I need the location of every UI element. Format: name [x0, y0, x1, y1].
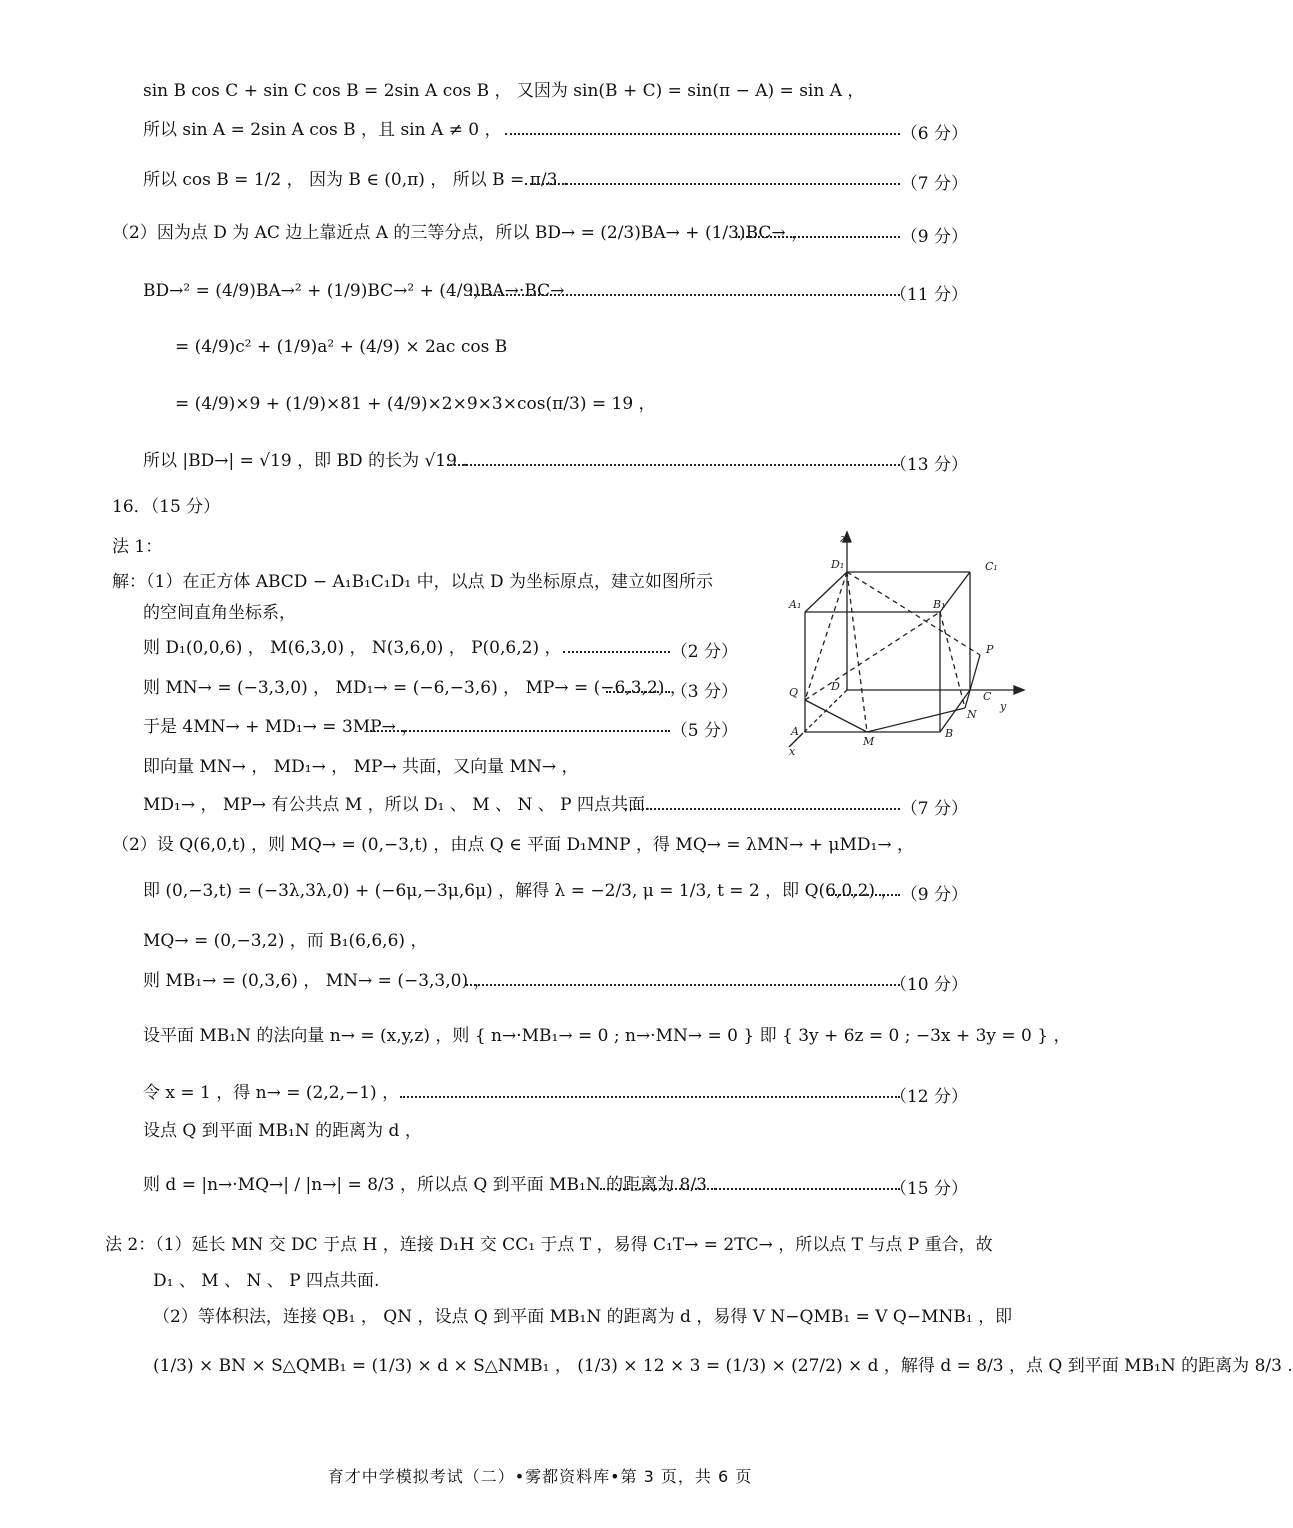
dot-leader — [470, 292, 900, 296]
solution-line: 所以 |BD→| = √19 ，即 BD 的长为 √19 . — [143, 451, 468, 471]
score-label: （2 分） — [670, 642, 738, 662]
label-N: N — [967, 708, 977, 721]
solution-line: 则 MN→ = (−3,3,0) ， MD₁→ = (−6,−3,6) ， MP→ = (−6,3,2) ， — [143, 678, 687, 698]
solution-line: 所以 sin A = 2sin A cos B ，且 sin A ≠ 0 ， — [143, 120, 502, 140]
solution-line: 则 D₁(0,0,6) ， M(6,3,0) ， N(3,6,0) ， P(0,6,2) ， — [143, 638, 562, 658]
dot-leader — [525, 181, 900, 185]
dot-leader — [447, 462, 900, 466]
score-label: （13 分） — [889, 455, 968, 475]
score-label: （9 分） — [900, 885, 968, 905]
solution-line: 即 (0,−3,t) = (−3λ,3λ,0) + (−6μ,−3μ,6μ) ，解得 λ = −2/3, μ = 1/3, t = 2 ，即 Q(6,0,2) ， — [143, 881, 898, 901]
label-z: z — [840, 532, 846, 545]
score-label: （12 分） — [889, 1087, 968, 1107]
label-x: x — [789, 745, 796, 758]
solution-line: sin B cos C + sin C cos B = 2sin A cos B ， 又因为 sin(B + C) = sin(π − A) = sin A ， — [143, 81, 865, 101]
label-y: y — [1000, 700, 1007, 713]
solution-line: 则 d = |n→·MQ→| / |n→| = 8/3 ，所以点 Q 到平面 MB₁N 的距离为 8/3 . — [143, 1175, 718, 1195]
score-label: （5 分） — [670, 721, 738, 741]
score-label: （7 分） — [900, 799, 968, 819]
dot-leader — [466, 982, 900, 986]
solution-line: = (4/9)c² + (1/9)a² + (4/9) × 2ac cos B — [175, 337, 508, 357]
solution-line: BD→² = (4/9)BA→² + (1/9)BC→² + (4/9)BA→·BC→ — [143, 281, 565, 301]
solution-line: 所以 cos B = 1/2 ， 因为 B ∈ (0,π) ， 所以 B = π/3 . — [143, 170, 569, 190]
solution-line: 于是 4MN→ + MD₁→ = 3MP→ ， — [143, 717, 419, 737]
label-C1: C₁ — [985, 560, 998, 573]
page-footer: 育才中学模拟考试（二）•雾都资料库•第 3 页，共 6 页 — [327, 1467, 753, 1486]
score-label: （6 分） — [900, 124, 968, 144]
solution-line: = (4/9)×9 + (1/9)×81 + (4/9)×2×9×3×cos(π/3) = 19 ， — [175, 394, 656, 414]
score-label: （7 分） — [900, 174, 968, 194]
y-axis-arrow — [1014, 686, 1024, 694]
label-D1: D₁ — [831, 558, 845, 571]
solution-line: MQ→ = (0,−3,2) ，而 B₁(6,6,6) ， — [143, 931, 428, 951]
dot-leader — [370, 728, 670, 732]
label-A: A — [791, 725, 799, 738]
dot-leader — [505, 131, 900, 135]
score-label: （15 分） — [889, 1179, 968, 1199]
solution-line: MD₁→ ， MP→ 有公共点 M ，所以 D₁ 、 M 、 N 、 P 四点共面. — [143, 795, 651, 815]
score-label: （11 分） — [889, 285, 968, 305]
solution-line: （2）等体积法，连接 QB₁ ， QN ，设点 Q 到平面 MB₁N 的距离为 d ，易得 V N−QMB₁ = V Q−MNB₁ ，即 — [153, 1307, 1013, 1327]
solution-line: （2）设 Q(6,0,t) ，则 MQ→ = (0,−3,t) ，由点 Q ∈ 平面 D₁MNP ，得 MQ→ = λMN→ + μMD₁→ ， — [112, 835, 914, 855]
label-P: P — [986, 643, 994, 656]
solution-line: 解：（1）在正方体 ABCD − A₁B₁C₁D₁ 中，以点 D 为坐标原点，建立如图所示 — [112, 572, 714, 592]
dot-leader — [625, 806, 900, 810]
label-Q: Q — [789, 686, 799, 699]
solution-line: 令 x = 1 ，得 n→ = (2,2,−1) ， — [143, 1083, 400, 1103]
label-D: D — [831, 680, 840, 693]
solution-line: 法 1： — [112, 537, 163, 557]
solution-line: 16．（15 分） — [112, 497, 221, 517]
solution-line: 即向量 MN→ ， MD₁→ ， MP→ 共面，又向量 MN→ ， — [143, 757, 579, 777]
dot-leader — [400, 1094, 900, 1098]
solution-line: 法 2：（1）延长 MN 交 DC 于点 H ，连接 D₁H 交 CC₁ 于点 T ，易得 C₁T→ = 2TC→ ，所以点 T 与点 P 重合，故 — [105, 1235, 993, 1255]
dot-leader — [828, 892, 900, 896]
label-B1: B₁ — [933, 598, 946, 611]
score-label: （10 分） — [889, 975, 968, 995]
solution-line: 设点 Q 到平面 MB₁N 的距离为 d ， — [143, 1121, 422, 1141]
solution-line: D₁ 、 M 、 N 、 P 四点共面. — [153, 1271, 380, 1291]
dot-leader — [606, 689, 670, 693]
score-label: （3 分） — [670, 682, 738, 702]
score-label: （9 分） — [900, 227, 968, 247]
label-A1: A₁ — [789, 598, 802, 611]
label-C: C — [983, 690, 992, 703]
cube-coordinate-figure — [775, 530, 1025, 760]
solution-line: （2）因为点 D 为 AC 边上靠近点 A 的三等分点，所以 BD→ = (2/3)BA→ + (1/3)BC→ ， — [112, 223, 809, 243]
solution-line: 则 MB₁→ = (0,3,6) ， MN→ = (−3,3,0) ， — [143, 971, 491, 991]
solution-line: 设平面 MB₁N 的法向量 n→ = (x,y,z) ，则 { n→·MB₁→ = 0 ; n→·MN→ = 0 } 即 { 3y + 6z = 0 ; −3x + 3y = 0 } ， — [143, 1026, 1071, 1046]
label-M: M — [863, 735, 875, 748]
dot-leader — [563, 649, 670, 653]
dot-leader — [735, 234, 900, 238]
label-B: B — [945, 727, 954, 740]
dot-leader — [600, 1186, 900, 1190]
solution-line: (1/3) × BN × S△QMB₁ = (1/3) × d × S△NMB₁ ， (1/3) × 12 × 3 = (1/3) × (27/2) × d ，解得 d = 8/3 ，点 Q 到平面 MB₁N 的距离为 8/3 . — [153, 1356, 1293, 1376]
solution-line: 的空间直角坐标系， — [143, 603, 296, 623]
